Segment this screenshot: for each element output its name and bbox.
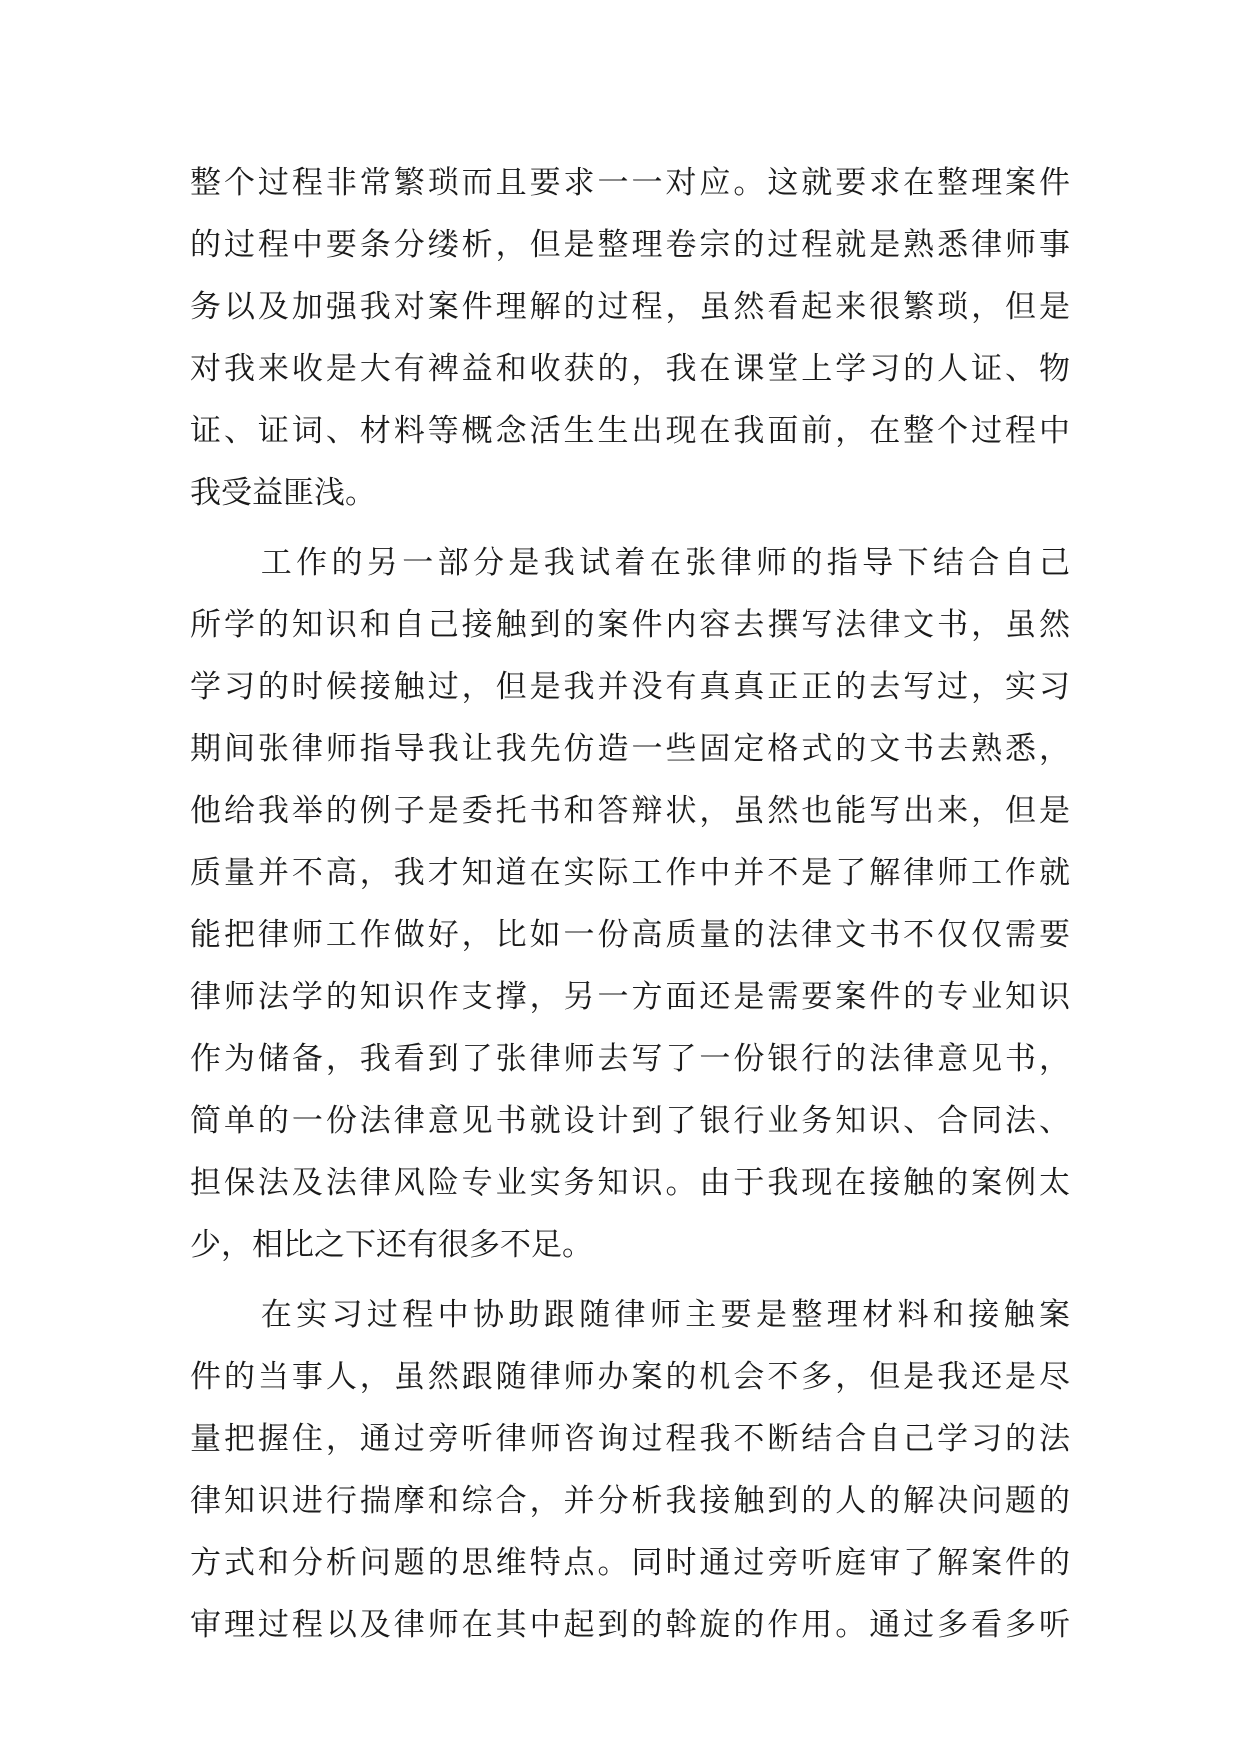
text-line: 务以及加强我对案件理解的过程，虽然看起来很繁琐，但是 xyxy=(190,289,1070,325)
text-line: 在实习过程中协助跟随律师主要是整理材料和接触案 xyxy=(190,1297,1070,1333)
text-line: 工作的另一部分是我试着在张律师的指导下结合自己 xyxy=(190,545,1070,581)
text-line: 整个过程非常繁琐而且要求一一对应。这就要求在整理案件 xyxy=(190,165,1070,201)
paragraph xyxy=(190,152,1070,524)
text-line: 证、证词、材料等概念活生生出现在我面前，在整个过程中 xyxy=(190,413,1070,449)
text-line: 简单的一份法律意见书就设计到了银行业务知识、合同法、 xyxy=(190,1103,1070,1139)
text-line: 量把握住，通过旁听律师咨询过程我不断结合自己学习的法 xyxy=(190,1421,1070,1457)
text-line: 期间张律师指导我让我先仿造一些固定格式的文书去熟悉， xyxy=(190,731,1070,767)
text-line: 的过程中要条分缕析，但是整理卷宗的过程就是熟悉律师事 xyxy=(190,227,1070,263)
paragraph xyxy=(190,532,1070,1276)
text-line: 所学的知识和自己接触到的案件内容去撰写法律文书，虽然 xyxy=(190,607,1070,643)
text-line: 方式和分析问题的思维特点。同时通过旁听庭审了解案件的 xyxy=(190,1545,1070,1581)
paragraph-gap xyxy=(190,1276,1070,1284)
text-line: 质量并不高，我才知道在实际工作中并不是了解律师工作就 xyxy=(190,855,1070,891)
text-line: 律师法学的知识作支撑，另一方面还是需要案件的专业知识 xyxy=(190,979,1070,1015)
text-line: 少，相比之下还有很多不足。 xyxy=(190,1227,593,1263)
paragraph-gap xyxy=(190,524,1070,532)
text-line: 作为储备，我看到了张律师去写了一份银行的法律意见书， xyxy=(190,1041,1070,1077)
text-line: 担保法及法律风险专业实务知识。由于我现在接触的案例太 xyxy=(190,1165,1070,1201)
text-line: 对我来收是大有裨益和收获的，我在课堂上学习的人证、物 xyxy=(190,351,1070,387)
text-line: 能把律师工作做好，比如一份高质量的法律文书不仅仅需要 xyxy=(190,917,1070,953)
text-line: 律知识进行揣摩和综合，并分析我接触到的人的解决问题的 xyxy=(190,1483,1070,1519)
text-line: 学习的时候接触过，但是我并没有真真正正的去写过，实习 xyxy=(190,669,1070,705)
text-line: 件的当事人，虽然跟随律师办案的机会不多，但是我还是尽 xyxy=(190,1359,1070,1395)
body-text xyxy=(190,152,1070,1656)
text-line: 审理过程以及律师在其中起到的斡旋的作用。通过多看多听 xyxy=(190,1607,1070,1643)
paragraph xyxy=(190,1284,1070,1656)
text-line: 我受益匪浅。 xyxy=(190,475,376,511)
text-line: 他给我举的例子是委托书和答辩状，虽然也能写出来，但是 xyxy=(190,793,1070,829)
